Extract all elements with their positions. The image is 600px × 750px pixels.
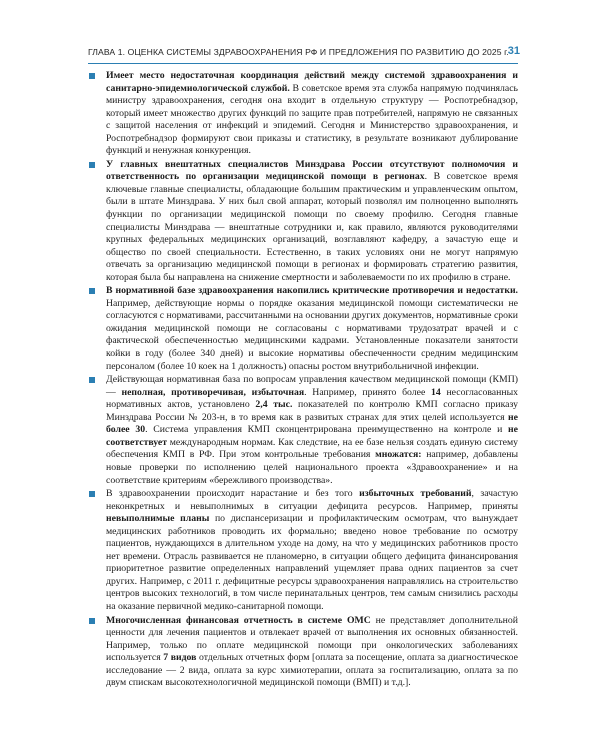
item-text: несогласованных нормативных актов, установлено: [106, 386, 519, 411]
item-lead: Многочисленная финансовая отчетность в системе ОМС: [106, 614, 371, 626]
item-emphasis: 2,4 тыс.: [255, 399, 293, 411]
running-header: [88, 43, 518, 64]
item-emphasis: множатся:: [375, 449, 422, 461]
item-text: отдельных отчетных форм [оплата за посещение, оплата за диагностическое исследование — 2 вида, оплата за курс химиотерапии, оплата за госпитализацию, оплата за по двум спискам высокотехнологичной медицинской помощи (ВМП) и т.д.].: [106, 652, 518, 689]
item-text: В здравоохранении происходит нарастание и без того: [106, 488, 360, 500]
item-emphasis: избыточных требований: [359, 488, 472, 500]
list-item: [88, 615, 518, 690]
item-text: В советское время эта служба напрямую подчинялась министру здравоохранения, сегодня она входит в отдельную структуру — Роспотребнадзор, который имеет множество других функций по защите прав потребителей, напрямую не связанных с защитой населения от инфекций и эпидемий. Сегодня и Министерство здравоохранения, и Роспотребнадзор формируют свои приказы и статистику, в результате возникают дублирование функций и ненужная конкуренция.: [106, 82, 518, 157]
chapter-title: ГЛАВА 1. ОЦЕНКА СИСТЕМЫ ЗДРАВООХРАНЕНИЯ РФ И ПРЕДЛОЖЕНИЯ ПО РАЗВИТИЮ ДО 2025 г.: [88, 47, 509, 57]
item-emphasis: 7 видов: [163, 652, 197, 664]
item-text: международным нормам. Как следствие, на ее базе нельзя создать единую систему обеспечения КМП в РФ. При этом контрольные требования: [106, 436, 518, 461]
item-text: по диспансеризации и профилактическим осмотрам, что вынуждает медицинских работников проводить их формально; введено новое требование по осмотру пациентов, нуждающихся в длительном уходе на дому, на что у медицинских работников просто нет времени. Отрасль развивается не планомерно, в ситуации общего дефицита финансирования приоритетное развитие определенных направлений ущемляет права одних пациентов за счет других. Например, с 2011 г. дефицитные ресурсы здравоохранения направлялись на строительство центров высоких технологий, в том числе перинатальных центров, тем самым снизились расходы на оказание первичной медико-санитарной помощи.: [106, 513, 518, 612]
item-lead: У главных внештатных специалистов Минздрава России отсутствуют полномочия и ответственность по организации медицинской помощи в регионах: [106, 158, 518, 183]
item-text: не представляет дополнительной ценности для лечения пациентов и отвлекает врачей от выполнения их основных обязанностей. Например, только по оплате медицинской помощи при онкологических заболеваниях используется: [106, 614, 518, 664]
list-item: [88, 285, 518, 373]
page-number: 31: [507, 45, 520, 57]
item-emphasis: не более 30: [106, 411, 518, 436]
list-item: [88, 159, 518, 284]
body-text: [88, 70, 518, 691]
list-item: [88, 488, 518, 613]
square-bullet-icon: [89, 162, 95, 168]
item-text: , зачастую неконкретных и невыполнимых в ситуации дефицита ресурсов. Например, приняты: [106, 488, 518, 512]
item-text: . Например, принято более: [304, 386, 431, 398]
list-item: [88, 70, 518, 158]
item-emphasis: 14: [431, 386, 441, 398]
square-bullet-icon: [89, 73, 95, 79]
square-bullet-icon: [89, 618, 95, 624]
square-bullet-icon: [89, 491, 95, 497]
item-emphasis: неполная, противоречивая, избыточная: [121, 386, 305, 398]
item-text: показателей по контролю КМП согласно приказу Минздрава России № 203-н, в то время как в развитых странах для этих целей используется: [106, 399, 519, 423]
item-lead: Имеет место недостаточная координация действий между системой здравоохранения и санитарно-эпидемиологической службой.: [106, 70, 518, 94]
item-text: . Система управления КМП сконцентрирована преимущественно на контроле и: [145, 424, 509, 436]
item-text: например, добавлены новые проверки по исполнению целей национального проекта «Здравоохранение» и на соответствие критериям «бережливого производства».: [106, 449, 518, 486]
list-item: [88, 374, 518, 487]
item-text: Например, действующие нормы о порядке оказания медицинской помощи систематически не согласуются с нормативами, рассчитанными на основании других документов, нормативные сроки ожидания медицинской помощи не согласованы с нормативами трудозатрат врачей и с фактической обеспеченностью медицинскими кадрами. Установленные показатели занятости койки в году (более 340 дней) и высокие нормативы обеспеченности средним медицинским персоналом (более 10 коек на 1 должность) опасны ростом внутрибольничной инфекции.: [106, 297, 518, 372]
square-bullet-icon: [89, 288, 95, 294]
item-text: Действующая нормативная база по вопросам управления качеством медицинской помощи (КМП) —: [106, 374, 518, 398]
item-emphasis: не соответствует: [106, 424, 518, 448]
item-emphasis: невыполнимые планы: [106, 513, 210, 525]
item-text: . В советское время ключевые главные специалисты, обладающие большим практическим и управленческим опытом, были в штате Минздрава. У них был свой аппарат, который позволял им полноценно выполнять функции по организации медицинской помощи по своему профилю. Сегодня главные специалисты Минздрава — внештатные сотрудники и, как правило, являются руководителями крупных федеральных медицинских организаций, возглавляют кафедру, а зачастую еще и общество по своей специальности. Естественно, в таких условиях они не могут напрямую отвечать за организацию медицинской помощи в регионах и формировать стратегию развития, которая была бы направлена на снижение смертности и заболеваемости по их профилю в стране.: [106, 171, 518, 283]
square-bullet-icon: [89, 377, 95, 383]
item-lead: В нормативной базе здравоохранения накопились критические противоречия и недостатки.: [106, 285, 518, 297]
